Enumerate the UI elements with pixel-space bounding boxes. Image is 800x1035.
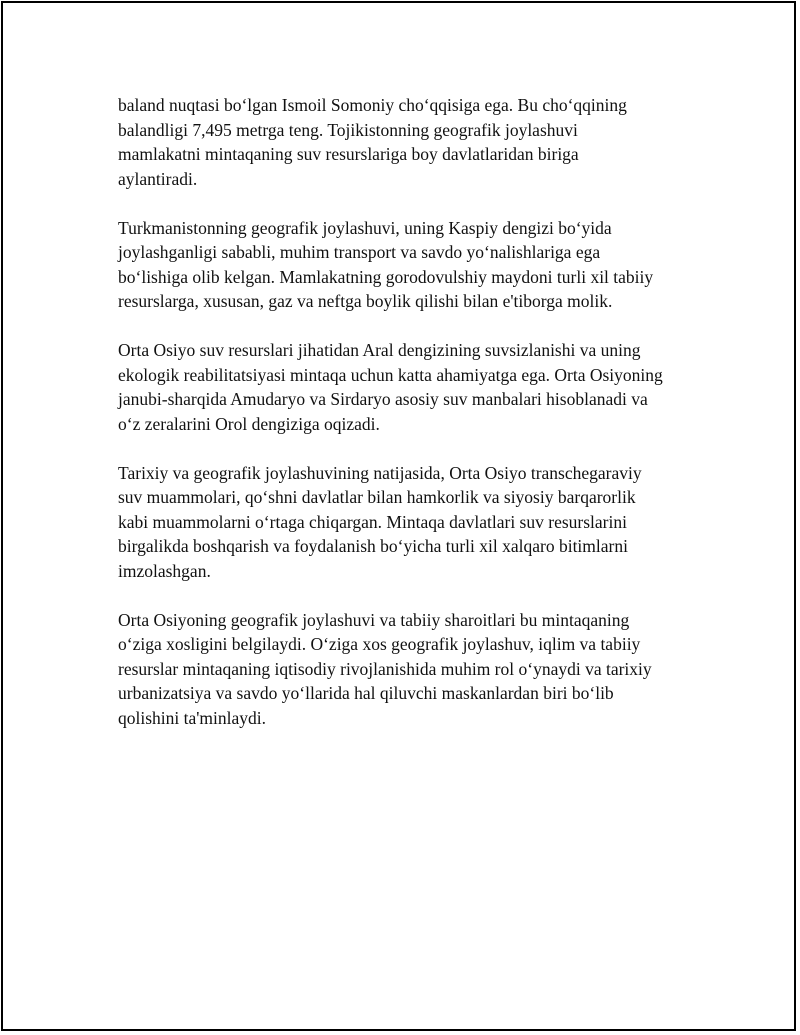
paragraph-3: Orta Osiyo suv resurslari jihatidan Aral dengizining suvsizlanishi va uning ekologik reabilitatsiyasi mintaqa uchun katta ahamiyatga ega. Orta Osiyoning janubi-sharqida Amudaryo va Sirdaryo asosiy suv manbalari hisoblanadi va o‘z zeralarini Orol dengiziga oqizadi. bbox=[118, 340, 663, 434]
document-body bbox=[118, 93, 698, 755]
paragraph-4: Tarixiy va geografik joylashuvining natijasida, Orta Osiyo transchegaraviy suv muammolari, qo‘shni davlatlar bilan hamkorlik va siyosiy barqarorlik kabi muammolarni o‘rtaga chiqargan. Mintaqa davlatlari suv resurslarini birgalikda boshqarish va foydalanish bo‘yicha turli xil xalqaro bitimlarni imzolashgan. bbox=[118, 462, 642, 581]
paragraph-2: Turkmanistonning geografik joylashuvi, uning Kaspiy dengizi bo‘yida joylashganligi sababli, muhim transport va savdo yo‘nalishlariga ega bo‘lishiga olib kelgan. Mamlakatning gorodovulshiy maydoni turli xil tabiiy resurslarga, xususan, gaz va neftga boylik qilishi bilan e'tiborga molik. bbox=[118, 217, 654, 311]
paragraph-1: baland nuqtasi bo‘lgan Ismoil Somoniy cho‘qqisiga ega. Bu cho‘qqining balandligi 7,495 metrga teng. Tojikistonning geografik joylashuvi mamlakatni mintaqaning suv resurslariga boy davlatlaridan biriga aylantiradi. bbox=[118, 95, 627, 189]
paragraph-5: Orta Osiyoning geografik joylashuvi va tabiiy sharoitlari bu mintaqaning o‘ziga xosligini belgilaydi. O‘ziga xos geografik joylashuv, iqlim va tabiiy resurslar mintaqaning iqtisodiy rivojlanishida muhim rol o‘ynaydi va tarixiy urbanizatsiya va savdo yo‘llarida hal qiluvchi maskanlardan biri bo‘lib qolishini ta'minlaydi. bbox=[118, 609, 652, 728]
